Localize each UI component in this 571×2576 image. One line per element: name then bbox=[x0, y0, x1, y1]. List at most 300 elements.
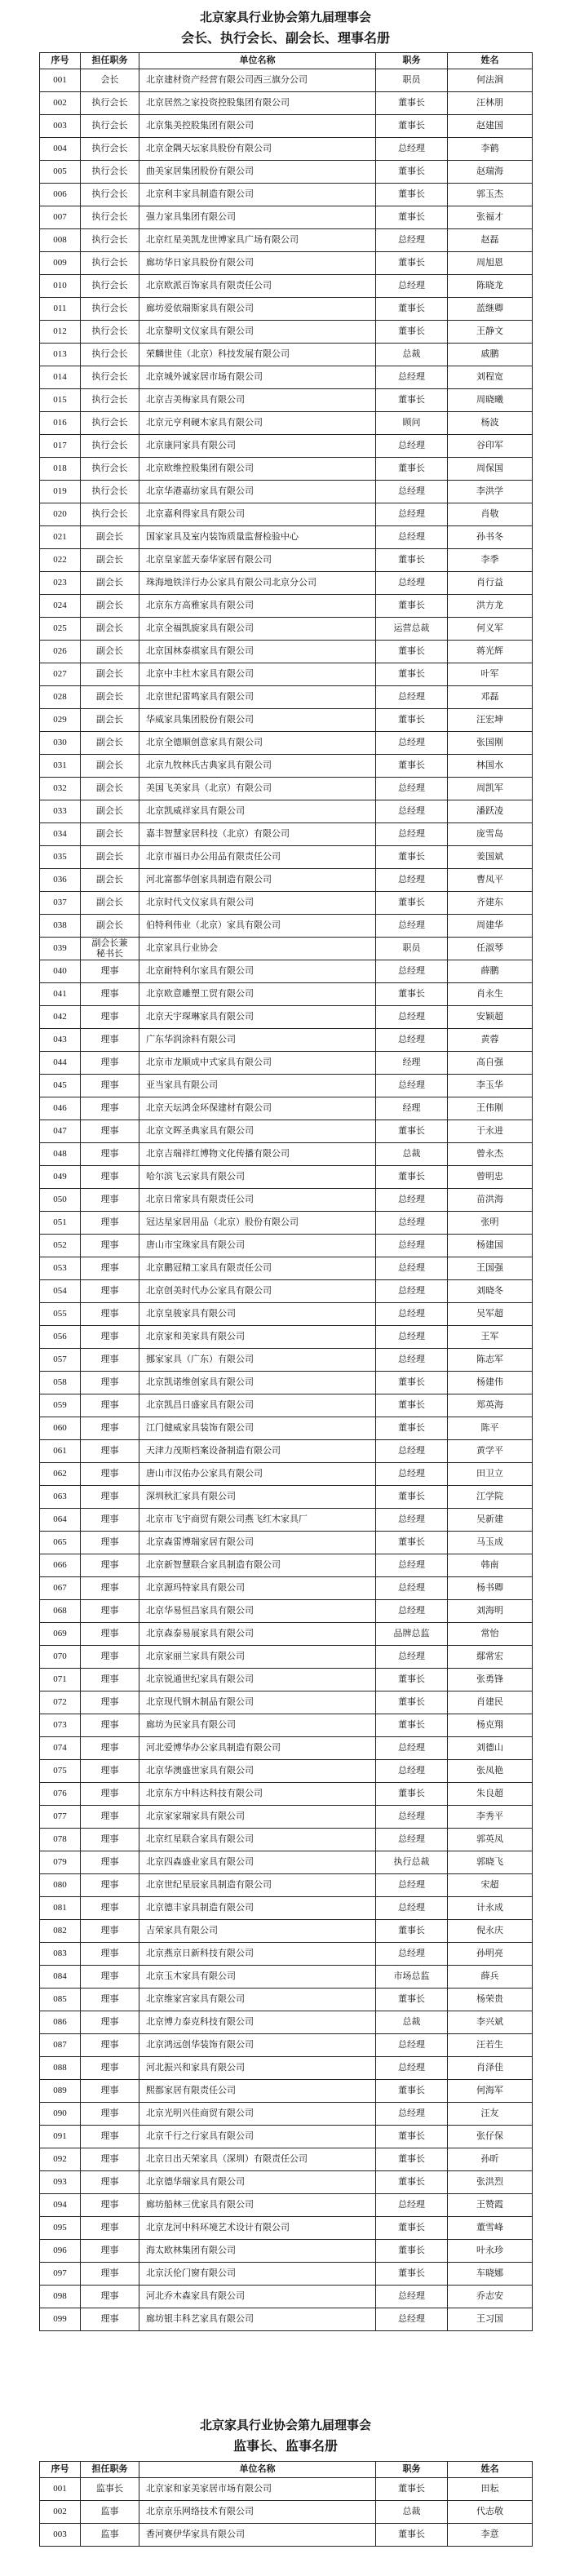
role-cell: 副会长 bbox=[81, 618, 139, 641]
member-row bbox=[40, 92, 533, 115]
position-cell: 董事长 bbox=[376, 1714, 448, 1737]
organization-cell: 北京日出天荣家具（深圳）有限责任公司 bbox=[139, 2148, 376, 2171]
row-number: 065 bbox=[40, 1532, 81, 1554]
row-number: 059 bbox=[40, 1394, 81, 1417]
organization-cell: 天津力茂斯档案设备制造有限公司 bbox=[139, 1440, 376, 1463]
header-position: 职务 bbox=[376, 2462, 448, 2478]
position-cell: 品牌总监 bbox=[376, 1623, 448, 1646]
name-cell: 王伟刚 bbox=[448, 1097, 533, 1120]
header-name: 姓名 bbox=[448, 2462, 533, 2478]
position-cell: 总经理 bbox=[376, 869, 448, 892]
position-cell: 董事长 bbox=[376, 846, 448, 869]
row-number: 032 bbox=[40, 778, 81, 800]
organization-cell: 国家家具及室内装饰质量监督检验中心 bbox=[139, 526, 376, 549]
organization-cell: 北京家和家美家居市场有限公司 bbox=[139, 2478, 376, 2501]
organization-cell: 亚当家具有限公司 bbox=[139, 1075, 376, 1097]
role-cell: 理事 bbox=[81, 1646, 139, 1669]
member-row bbox=[40, 1783, 533, 1806]
row-number: 049 bbox=[40, 1166, 81, 1189]
member-row bbox=[40, 1600, 533, 1623]
member-row bbox=[40, 2171, 533, 2194]
row-number: 073 bbox=[40, 1714, 81, 1737]
row-number: 037 bbox=[40, 892, 81, 915]
position-cell: 总经理 bbox=[376, 1235, 448, 1257]
member-row bbox=[40, 846, 533, 869]
role-cell: 理事 bbox=[81, 1417, 139, 1440]
member-row bbox=[40, 1851, 533, 1874]
organization-cell: 唐山市汉佑办公家具有限公司 bbox=[139, 1463, 376, 1486]
position-cell: 总经理 bbox=[376, 1440, 448, 1463]
position-cell: 董事长 bbox=[376, 184, 448, 206]
row-number: 090 bbox=[40, 2103, 81, 2126]
role-cell: 理事 bbox=[81, 1257, 139, 1280]
organization-cell: 江门健威家具装饰有限公司 bbox=[139, 1417, 376, 1440]
position-cell: 总经理 bbox=[376, 526, 448, 549]
role-cell: 理事 bbox=[81, 1303, 139, 1326]
member-row bbox=[40, 1691, 533, 1714]
position-cell: 董事长 bbox=[376, 663, 448, 686]
header-number: 序号 bbox=[40, 53, 81, 69]
organization-cell: 北京红星美凯龙世博家具广场有限公司 bbox=[139, 229, 376, 252]
position-cell: 总经理 bbox=[376, 1829, 448, 1851]
position-cell: 顾问 bbox=[376, 412, 448, 435]
organization-cell: 北京光明兴佳商贸有限公司 bbox=[139, 2103, 376, 2126]
name-cell: 刘德山 bbox=[448, 1737, 533, 1760]
role-cell: 理事 bbox=[81, 1600, 139, 1623]
row-number: 026 bbox=[40, 641, 81, 663]
position-cell: 总经理 bbox=[376, 1257, 448, 1280]
name-cell: 肖泽佳 bbox=[448, 2057, 533, 2080]
role-cell: 理事 bbox=[81, 2126, 139, 2148]
header-number: 序号 bbox=[40, 2462, 81, 2478]
row-number: 018 bbox=[40, 458, 81, 481]
name-cell: 张勇锋 bbox=[448, 1669, 533, 1691]
organization-cell: 北京源玛特家具有限公司 bbox=[139, 1577, 376, 1600]
role-cell: 理事 bbox=[81, 1669, 139, 1691]
row-number: 003 bbox=[40, 2524, 81, 2547]
name-cell: 王国强 bbox=[448, 1257, 533, 1280]
name-cell: 肖行益 bbox=[448, 572, 533, 595]
role-cell: 副会长 bbox=[81, 526, 139, 549]
row-number: 003 bbox=[40, 115, 81, 138]
member-row bbox=[40, 69, 533, 92]
name-cell: 杨荣贵 bbox=[448, 1989, 533, 2011]
organization-cell: 广东华润涂料有限公司 bbox=[139, 1029, 376, 1052]
member-row bbox=[40, 1760, 533, 1783]
role-cell: 执行会长 bbox=[81, 161, 139, 184]
role-cell: 理事 bbox=[81, 1349, 139, 1372]
position-cell: 董事长 bbox=[376, 206, 448, 229]
position-cell: 董事长 bbox=[376, 161, 448, 184]
row-number: 067 bbox=[40, 1577, 81, 1600]
member-row bbox=[40, 686, 533, 709]
row-number: 045 bbox=[40, 1075, 81, 1097]
row-number: 097 bbox=[40, 2263, 81, 2286]
name-cell: 何海军 bbox=[448, 2080, 533, 2103]
organization-cell: 北京四森盛业家具有限公司 bbox=[139, 1851, 376, 1874]
member-row bbox=[40, 1326, 533, 1349]
organization-cell: 北京欧意雕塑工贸有限公司 bbox=[139, 983, 376, 1006]
position-cell: 总经理 bbox=[376, 1280, 448, 1303]
position-cell: 总经理 bbox=[376, 229, 448, 252]
position-cell: 总经理 bbox=[376, 960, 448, 983]
organization-cell: 北京华港嘉纺家具有限公司 bbox=[139, 481, 376, 503]
role-cell: 理事 bbox=[81, 1235, 139, 1257]
organization-cell: 河北乔木森家具有限公司 bbox=[139, 2286, 376, 2308]
member-row bbox=[40, 892, 533, 915]
name-cell: 杨克翔 bbox=[448, 1714, 533, 1737]
position-cell: 总经理 bbox=[376, 1760, 448, 1783]
row-number: 019 bbox=[40, 481, 81, 503]
position-cell: 总经理 bbox=[376, 1874, 448, 1897]
member-row bbox=[40, 252, 533, 275]
name-cell: 洪方龙 bbox=[448, 595, 533, 618]
row-number: 028 bbox=[40, 686, 81, 709]
organization-cell: 廊坊船林三优家具有限公司 bbox=[139, 2194, 376, 2217]
row-number: 048 bbox=[40, 1143, 81, 1166]
name-cell: 倪永庆 bbox=[448, 1920, 533, 1943]
position-cell: 董事长 bbox=[376, 1783, 448, 1806]
organization-cell: 北京欧维控股集团有限公司 bbox=[139, 458, 376, 481]
role-cell: 理事 bbox=[81, 1029, 139, 1052]
organization-cell: 北京吉瑞祥红博物文化传播有限公司 bbox=[139, 1143, 376, 1166]
role-cell: 理事 bbox=[81, 1486, 139, 1509]
organization-cell: 廊坊爱依瑞斯家具有限公司 bbox=[139, 298, 376, 321]
member-row bbox=[40, 1669, 533, 1691]
organization-cell: 北京玉木家具有限公司 bbox=[139, 1966, 376, 1989]
row-number: 038 bbox=[40, 915, 81, 938]
role-cell: 理事 bbox=[81, 1394, 139, 1417]
row-number: 017 bbox=[40, 435, 81, 458]
position-cell: 职员 bbox=[376, 69, 448, 92]
member-row bbox=[40, 1554, 533, 1577]
member-row bbox=[40, 983, 533, 1006]
name-cell: 马玉成 bbox=[448, 1532, 533, 1554]
member-row bbox=[40, 1714, 533, 1737]
role-cell: 执行会长 bbox=[81, 229, 139, 252]
position-cell: 董事长 bbox=[376, 2478, 448, 2501]
organization-cell: 北京龙河中科环境艺术设计有限公司 bbox=[139, 2217, 376, 2240]
organization-cell: 北京现代钢木制品有限公司 bbox=[139, 1691, 376, 1714]
position-cell: 总经理 bbox=[376, 1509, 448, 1532]
member-row bbox=[40, 161, 533, 184]
role-cell: 理事 bbox=[81, 1440, 139, 1463]
organization-cell: 北京居然之家投资控股集团有限公司 bbox=[139, 92, 376, 115]
name-cell: 田耘 bbox=[448, 2478, 533, 2501]
member-row bbox=[40, 2080, 533, 2103]
organization-cell: 深圳秋汇家具有限公司 bbox=[139, 1486, 376, 1509]
role-cell: 副会长 bbox=[81, 915, 139, 938]
position-cell: 董事长 bbox=[376, 321, 448, 344]
member-row bbox=[40, 1966, 533, 1989]
row-number: 081 bbox=[40, 1897, 81, 1920]
member-row bbox=[40, 435, 533, 458]
position-cell: 总经理 bbox=[376, 1326, 448, 1349]
name-cell: 谷印军 bbox=[448, 435, 533, 458]
name-cell: 孙昕 bbox=[448, 2148, 533, 2171]
row-number: 025 bbox=[40, 618, 81, 641]
role-cell: 理事 bbox=[81, 2217, 139, 2240]
row-number: 040 bbox=[40, 960, 81, 983]
member-row bbox=[40, 938, 533, 960]
organization-cell: 北京时代文仪家具有限公司 bbox=[139, 892, 376, 915]
name-cell: 周晓曦 bbox=[448, 389, 533, 412]
name-cell: 吴新建 bbox=[448, 1509, 533, 1532]
role-cell: 监事长 bbox=[81, 2478, 139, 2501]
row-number: 046 bbox=[40, 1097, 81, 1120]
header-role: 担任职务 bbox=[81, 2462, 139, 2478]
role-cell: 执行会长 bbox=[81, 184, 139, 206]
name-cell: 汪宏坤 bbox=[448, 709, 533, 732]
member-row bbox=[40, 2011, 533, 2034]
position-cell: 总经理 bbox=[376, 138, 448, 161]
row-number: 056 bbox=[40, 1326, 81, 1349]
name-cell: 张国刚 bbox=[448, 732, 533, 755]
role-cell: 副会长兼秘书长 bbox=[81, 938, 139, 960]
position-cell: 市场总监 bbox=[376, 1966, 448, 1989]
role-cell: 理事 bbox=[81, 1166, 139, 1189]
name-cell: 田卫立 bbox=[448, 1463, 533, 1486]
name-cell: 计永成 bbox=[448, 1897, 533, 1920]
organization-cell: 北京国林泰祺家具有限公司 bbox=[139, 641, 376, 663]
name-cell: 潘跃凌 bbox=[448, 800, 533, 823]
name-cell: 郑英海 bbox=[448, 1394, 533, 1417]
role-cell: 副会长 bbox=[81, 549, 139, 572]
row-number: 071 bbox=[40, 1669, 81, 1691]
organization-cell: 北京世纪星辰家具制造有限公司 bbox=[139, 1874, 376, 1897]
member-row bbox=[40, 2148, 533, 2171]
organization-cell: 北京九牧林氏古典家具有限公司 bbox=[139, 755, 376, 778]
role-cell: 理事 bbox=[81, 1851, 139, 1874]
position-cell: 董事长 bbox=[376, 2217, 448, 2240]
organization-cell: 北京中丰杜木家具有限公司 bbox=[139, 663, 376, 686]
position-cell: 总经理 bbox=[376, 778, 448, 800]
member-row bbox=[40, 2501, 533, 2524]
member-row bbox=[40, 2240, 533, 2263]
position-cell: 董事长 bbox=[376, 549, 448, 572]
name-cell: 杨建国 bbox=[448, 1235, 533, 1257]
position-cell: 总经理 bbox=[376, 1075, 448, 1097]
position-cell: 董事长 bbox=[376, 2080, 448, 2103]
row-number: 041 bbox=[40, 983, 81, 1006]
member-row bbox=[40, 2263, 533, 2286]
position-cell: 董事长 bbox=[376, 298, 448, 321]
role-cell: 执行会长 bbox=[81, 366, 139, 389]
row-number: 058 bbox=[40, 1372, 81, 1394]
row-number: 023 bbox=[40, 572, 81, 595]
organization-cell: 北京金隅天坛家具股份有限公司 bbox=[139, 138, 376, 161]
name-cell: 叶军 bbox=[448, 663, 533, 686]
member-row bbox=[40, 526, 533, 549]
name-cell: 乔志安 bbox=[448, 2286, 533, 2308]
role-cell: 理事 bbox=[81, 2240, 139, 2263]
row-number: 089 bbox=[40, 2080, 81, 2103]
row-number: 002 bbox=[40, 2501, 81, 2524]
role-cell: 理事 bbox=[81, 1783, 139, 1806]
organization-cell: 北京博力泰克科技有限公司 bbox=[139, 2011, 376, 2034]
row-number: 075 bbox=[40, 1760, 81, 1783]
role-cell: 理事 bbox=[81, 1989, 139, 2011]
position-cell: 董事长 bbox=[376, 1120, 448, 1143]
role-cell: 理事 bbox=[81, 1509, 139, 1532]
role-cell: 理事 bbox=[81, 983, 139, 1006]
organization-cell: 北京凯昌日盛家具有限公司 bbox=[139, 1394, 376, 1417]
organization-cell: 北京日常家具有限责任公司 bbox=[139, 1189, 376, 1212]
organization-cell: 北京欧派百饰家具有限责任公司 bbox=[139, 275, 376, 298]
role-cell: 执行会长 bbox=[81, 435, 139, 458]
organization-cell: 香河赛伊华家具有限公司 bbox=[139, 2524, 376, 2547]
member-row bbox=[40, 412, 533, 435]
organization-cell: 强力家具集团有限公司 bbox=[139, 206, 376, 229]
row-number: 052 bbox=[40, 1235, 81, 1257]
name-cell: 陈平 bbox=[448, 1417, 533, 1440]
name-cell: 蒋光辉 bbox=[448, 641, 533, 663]
row-number: 031 bbox=[40, 755, 81, 778]
row-number: 024 bbox=[40, 595, 81, 618]
position-cell: 总经理 bbox=[376, 572, 448, 595]
header-row bbox=[40, 2462, 533, 2478]
position-cell: 总经理 bbox=[376, 1943, 448, 1966]
row-number: 008 bbox=[40, 229, 81, 252]
organization-cell: 北京华澳盛世家具有限公司 bbox=[139, 1760, 376, 1783]
position-cell: 董事长 bbox=[376, 1372, 448, 1394]
member-row bbox=[40, 778, 533, 800]
organization-cell: 廊坊银丰科艺家具有限公司 bbox=[139, 2308, 376, 2331]
position-cell: 总经理 bbox=[376, 1029, 448, 1052]
row-number: 077 bbox=[40, 1806, 81, 1829]
row-number: 095 bbox=[40, 2217, 81, 2240]
position-cell: 总经理 bbox=[376, 503, 448, 526]
organization-cell: 河北富都华创家具制造有限公司 bbox=[139, 869, 376, 892]
member-row bbox=[40, 1097, 533, 1120]
organization-cell: 北京德华瑞家具有限公司 bbox=[139, 2171, 376, 2194]
role-cell: 执行会长 bbox=[81, 275, 139, 298]
organization-cell: 北京鸿远创华装饰有限公司 bbox=[139, 2034, 376, 2057]
name-cell: 王赞霞 bbox=[448, 2194, 533, 2217]
member-row bbox=[40, 1509, 533, 1532]
organization-cell: 北京市龙顺成中式家具有限公司 bbox=[139, 1052, 376, 1075]
member-row bbox=[40, 1303, 533, 1326]
role-cell: 理事 bbox=[81, 1120, 139, 1143]
organization-cell: 北京沃伦门窗有限公司 bbox=[139, 2263, 376, 2286]
position-cell: 总经理 bbox=[376, 800, 448, 823]
member-row bbox=[40, 915, 533, 938]
position-cell: 总经理 bbox=[376, 823, 448, 846]
member-row bbox=[40, 389, 533, 412]
position-cell: 执行总裁 bbox=[376, 1851, 448, 1874]
organization-cell: 北京康同家具有限公司 bbox=[139, 435, 376, 458]
role-cell: 理事 bbox=[81, 1760, 139, 1783]
position-cell: 总经理 bbox=[376, 1189, 448, 1212]
position-cell: 总经理 bbox=[376, 1577, 448, 1600]
row-number: 051 bbox=[40, 1212, 81, 1235]
position-cell: 董事长 bbox=[376, 389, 448, 412]
row-number: 015 bbox=[40, 389, 81, 412]
role-cell: 副会长 bbox=[81, 709, 139, 732]
organization-cell: 北京集美控股集团有限公司 bbox=[139, 115, 376, 138]
row-number: 060 bbox=[40, 1417, 81, 1440]
name-cell: 齐建东 bbox=[448, 892, 533, 915]
member-row bbox=[40, 1623, 533, 1646]
role-cell: 副会长 bbox=[81, 595, 139, 618]
member-row bbox=[40, 1394, 533, 1417]
organization-cell: 北京凯诺维创家具有限公司 bbox=[139, 1372, 376, 1394]
member-row bbox=[40, 1897, 533, 1920]
position-cell: 总经理 bbox=[376, 1897, 448, 1920]
row-number: 055 bbox=[40, 1303, 81, 1326]
name-cell: 张凤艳 bbox=[448, 1760, 533, 1783]
name-cell: 宋超 bbox=[448, 1874, 533, 1897]
row-number: 091 bbox=[40, 2126, 81, 2148]
position-cell: 总经理 bbox=[376, 2103, 448, 2126]
member-row bbox=[40, 2524, 533, 2547]
member-row bbox=[40, 2286, 533, 2308]
row-number: 062 bbox=[40, 1463, 81, 1486]
position-cell: 总裁 bbox=[376, 344, 448, 366]
row-number: 053 bbox=[40, 1257, 81, 1280]
name-cell: 张洪烈 bbox=[448, 2171, 533, 2194]
role-cell: 理事 bbox=[81, 1966, 139, 1989]
name-cell: 汪若生 bbox=[448, 2034, 533, 2057]
row-number: 047 bbox=[40, 1120, 81, 1143]
member-row bbox=[40, 595, 533, 618]
member-row bbox=[40, 1806, 533, 1829]
role-cell: 理事 bbox=[81, 2011, 139, 2034]
position-cell: 总裁 bbox=[376, 1143, 448, 1166]
role-cell: 理事 bbox=[81, 1737, 139, 1760]
member-row bbox=[40, 800, 533, 823]
name-cell: 周保国 bbox=[448, 458, 533, 481]
position-cell: 总经理 bbox=[376, 1806, 448, 1829]
row-number: 001 bbox=[40, 2478, 81, 2501]
organization-cell: 北京世纪雷鸣家具有限公司 bbox=[139, 686, 376, 709]
member-row bbox=[40, 1943, 533, 1966]
role-cell: 理事 bbox=[81, 1577, 139, 1600]
name-cell: 戚鹏 bbox=[448, 344, 533, 366]
member-row bbox=[40, 1577, 533, 1600]
position-cell: 董事长 bbox=[376, 595, 448, 618]
position-cell: 总经理 bbox=[376, 2194, 448, 2217]
role-cell: 理事 bbox=[81, 1097, 139, 1120]
organization-cell: 北京德丰家具制造有限公司 bbox=[139, 1897, 376, 1920]
header-row bbox=[40, 53, 533, 69]
name-cell: 刘海明 bbox=[448, 1600, 533, 1623]
name-cell: 赵磊 bbox=[448, 229, 533, 252]
organization-cell: 北京家具行业协会 bbox=[139, 938, 376, 960]
member-row bbox=[40, 2478, 533, 2501]
header-organization: 单位名称 bbox=[139, 2462, 376, 2478]
row-number: 086 bbox=[40, 2011, 81, 2034]
name-cell: 韩南 bbox=[448, 1554, 533, 1577]
row-number: 072 bbox=[40, 1691, 81, 1714]
row-number: 009 bbox=[40, 252, 81, 275]
position-cell: 总裁 bbox=[376, 2011, 448, 2034]
position-cell: 董事长 bbox=[376, 1669, 448, 1691]
position-cell: 董事长 bbox=[376, 1691, 448, 1714]
name-cell: 高自强 bbox=[448, 1052, 533, 1075]
council-table bbox=[39, 52, 533, 2331]
organization-cell: 挪家家具（广东）有限公司 bbox=[139, 1349, 376, 1372]
name-cell: 汪林朋 bbox=[448, 92, 533, 115]
row-number: 034 bbox=[40, 823, 81, 846]
organization-cell: 河北振兴和家具有限公司 bbox=[139, 2057, 376, 2080]
name-cell: 蓝继卿 bbox=[448, 298, 533, 321]
member-row bbox=[40, 1075, 533, 1097]
role-cell: 理事 bbox=[81, 1554, 139, 1577]
member-row bbox=[40, 458, 533, 481]
role-cell: 理事 bbox=[81, 1463, 139, 1486]
role-cell: 副会长 bbox=[81, 823, 139, 846]
